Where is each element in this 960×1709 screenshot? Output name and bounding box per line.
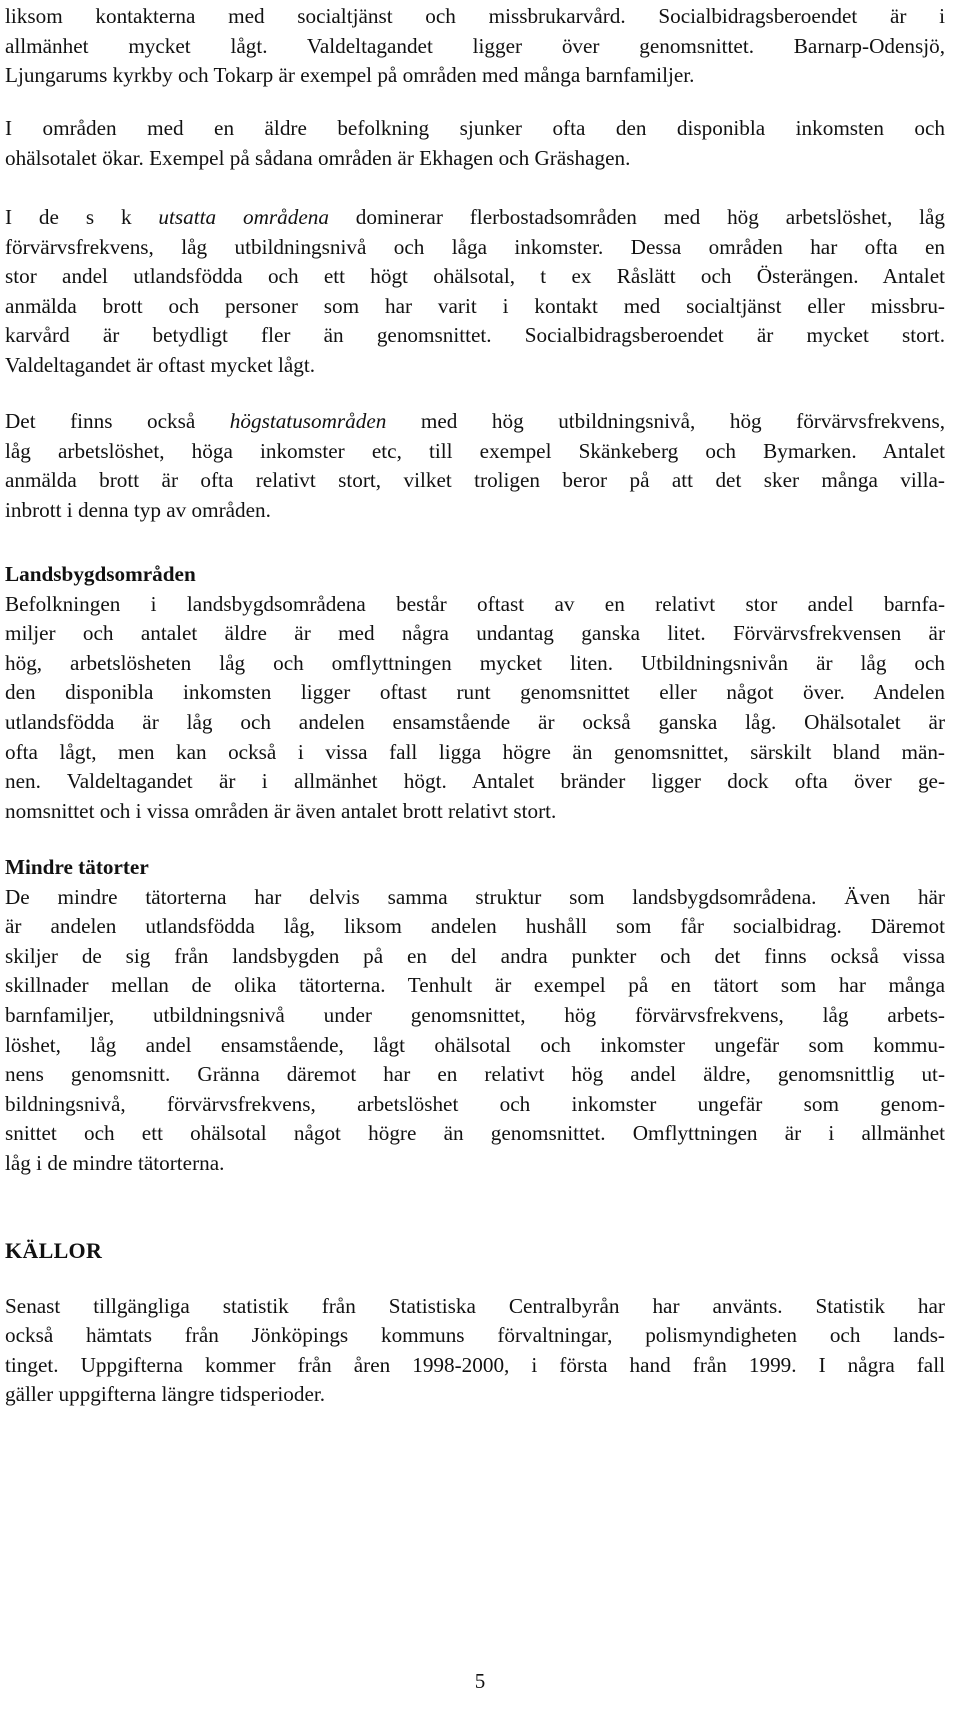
text-line: allmänhet mycket lågt. Valdeltagandet ligger över genomsnittet. Barnarp-Odensjö,: [5, 33, 945, 58]
text-line: låg i de mindre tätorterna.: [5, 1150, 225, 1175]
text-line: liksom kontakterna med socialtjänst och missbrukarvård. Socialbidragsberoendet är i: [5, 4, 945, 28]
text-line: stor andel utlandsfödda och ett högt ohälsotal, t ex Råslätt och Österängen. Antalet: [5, 264, 945, 289]
section-heading: Landsbygdsområden: [5, 562, 196, 586]
paragraph-high-status-areas: [5, 407, 945, 525]
text-line: barnfamiljer, utbildningsnivå under genomsnittet, hög förvärvsfrekvens, låg arbets-: [5, 1002, 945, 1027]
section-heading: Mindre tätorter: [5, 855, 149, 879]
text-line: Ljungarums kyrkby och Tokarp är exempel på områden med många barnfamiljer.: [5, 63, 695, 88]
text-line: ofta lågt, men kan också i vissa fall ligga högre än genomsnittet, särskilt bland män-: [5, 739, 945, 764]
text-line: Det finns också högstatusområden med hög utbildningsnivå, hög förvärvsfrekvens,: [5, 409, 945, 433]
text-line: anmälda brott är ofta relativt stort, vilket troligen beror på att det sker många villa-: [5, 468, 945, 493]
text-line: låg arbetslöshet, höga inkomster etc, till exempel Skänkeberg och Bymarken. Antalet: [5, 438, 945, 463]
text-line: den disponibla inkomsten ligger oftast runt genomsnittet eller något över. Andelen: [5, 680, 945, 705]
text-line: hög, arbetslösheten låg och omflyttningen mycket liten. Utbildningsnivån är låg och: [5, 650, 945, 675]
paragraph-older-population: [5, 114, 945, 173]
text-line: I områden med en äldre befolkning sjunker ofta den disponibla inkomsten och: [5, 116, 945, 140]
emphasis-text: utsatta områdena: [158, 205, 329, 229]
text-line: Valdeltagandet är oftast mycket lågt.: [5, 352, 316, 377]
section-smaller-towns: [5, 853, 945, 1179]
text-line: nens genomsnitt. Gränna däremot har en relativt hög andel äldre, genomsnittlig ut-: [5, 1062, 945, 1087]
text-line: skiljer de sig från landsbygden på en del andra punkter och det finns också vissa: [5, 943, 945, 968]
text-line: är andelen utlandsfödda låg, liksom andelen hushåll som får socialbidrag. Däremot: [5, 914, 945, 939]
text-line: miljer och antalet äldre är med några undantag ganska litet. Förvärvsfrekvensen är: [5, 621, 945, 646]
text-line: snittet och ett ohälsotal något högre än genomsnittet. Omflyttningen är i allmänhet: [5, 1121, 945, 1146]
text-line: löshet, låg andel ensamstående, lågt ohälsotal och inkomster ungefär som kommu-: [5, 1032, 945, 1057]
emphasis-text: högstatusområden: [229, 409, 387, 433]
text-line: karvård är betydligt fler än genomsnittet. Socialbidragsberoendet är mycket stort.: [5, 323, 945, 348]
section-heading: KÄLLOR: [5, 1238, 103, 1263]
text-line: skillnader mellan de olika tätorterna. Tenhult är exempel på en tätort som har många: [5, 973, 945, 998]
text-line: förvärvsfrekvens, låg utbildningsnivå och låga inkomster. Dessa områden har ofta en: [5, 234, 945, 259]
section-rural-areas: [5, 560, 945, 826]
text-line: nomsnittet och i vissa områden är även antalet brott relativt stort.: [5, 798, 557, 823]
page-number: 5: [474, 1669, 486, 1693]
text-line: tinget. Uppgifterna kommer från åren 1998-2000, i första hand från 1999. I några fall: [5, 1352, 945, 1377]
paragraph-intro: [5, 2, 945, 91]
text-line: ohälsotalet ökar. Exempel på sådana områden är Ekhagen och Gräshagen.: [5, 145, 631, 170]
section-sources: [5, 1236, 945, 1410]
text-line: gäller uppgifterna längre tidsperioder.: [5, 1382, 326, 1407]
text-line: inbrott i denna typ av områden.: [5, 497, 271, 522]
text-line: också hämtats från Jönköpings kommuns förvaltningar, polismyndigheten och lands-: [5, 1323, 945, 1348]
text-line: I de s k utsatta områdena dominerar flerbostadsområden med hög arbetslöshet, låg: [5, 205, 946, 229]
text-line: nen. Valdeltagandet är i allmänhet högt. Antalet bränder ligger dock ofta över ge-: [5, 769, 945, 794]
text-line: Befolkningen i landsbygdsområdena består oftast av en relativt stor andel barnfa-: [5, 591, 945, 616]
text-line: Senast tillgängliga statistik från Statistiska Centralbyrån har använts. Statistik har: [5, 1293, 945, 1318]
paragraph-vulnerable-areas: [5, 203, 945, 381]
text-line: utlandsfödda är låg och andelen ensamstående är också ganska låg. Ohälsotalet är: [5, 709, 945, 734]
text-line: De mindre tätorterna har delvis samma struktur som landsbygdsområdena. Även här: [5, 884, 945, 909]
text-line: anmälda brott och personer som har varit i kontakt med socialtjänst eller missbru-: [5, 293, 945, 318]
text-line: bildningsnivå, förvärvsfrekvens, arbetslöshet och inkomster ungefär som genom-: [5, 1091, 945, 1116]
